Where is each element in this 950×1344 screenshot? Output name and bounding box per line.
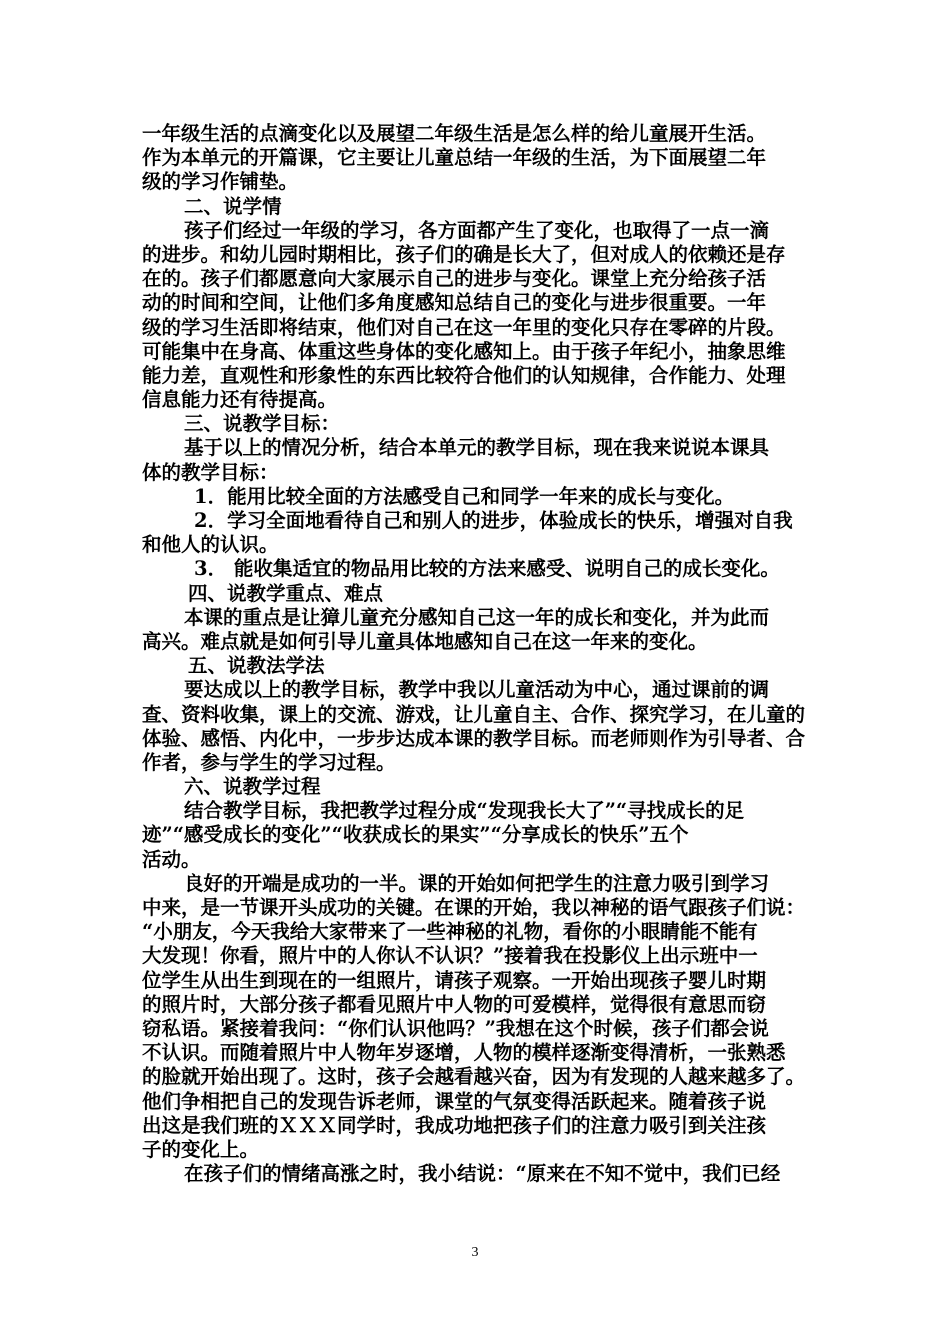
text-line: 子的变化上。 bbox=[142, 1137, 260, 1161]
list-item: 2．学习全面地看待自己和别人的进步，体验成长的快乐，增强对自我 bbox=[194, 509, 793, 532]
text-line: 本课的重点是让獐儿童充分感知自己这一年的成长和变化，并为此而 bbox=[184, 605, 770, 629]
text-line: 查、资料收集，课上的交流、游戏，让儿童自主、合作、探究学习，在儿童的 bbox=[142, 702, 806, 726]
text-line: 动的时间和空间，让他们多角度感知总结自己的变化与进步很重要。一年 bbox=[142, 291, 767, 315]
text-line: 基于以上的情况分析，结合本单元的教学目标，现在我来说说本课具 bbox=[184, 436, 770, 460]
text-line: 迹”“感受成长的变化”“收获成长的果实”“分享成长的快乐”五个 bbox=[142, 823, 689, 847]
section-heading: 二、说学情 bbox=[184, 194, 282, 218]
text-line: 他们争相把自己的发现告诉老师，课堂的气氛变得活跃起来。随着孩子说 bbox=[142, 1089, 767, 1113]
list-item: 3． 能收集适宜的物品用比较的方法来感受、说明自己的成长变化。 bbox=[194, 557, 780, 581]
text-line: 体的教学目标： bbox=[142, 460, 279, 484]
text-line: 出这是我们班的ＸＸＸ同学时，我成功地把孩子们的注意力吸引到关注孩 bbox=[142, 1113, 767, 1137]
text-line: 孩子们经过一年级的学习，各方面都产生了变化，也取得了一点一滴 bbox=[184, 218, 770, 242]
text-line: 一年级生活的点滴变化以及展望二年级生活是怎么样的给儿童展开生活。 bbox=[142, 122, 767, 145]
text-line: 要达成以上的教学目标，教学中我以儿童活动为中心，通过课前的调 bbox=[184, 678, 770, 702]
text-line: 和他人的认识。 bbox=[142, 533, 279, 557]
text-line: 能力差，直观性和形象性的东西比较符合他们的认知规律，合作能力、处理 bbox=[142, 363, 786, 387]
text-line: 结合教学目标，我把教学过程分成“发现我长大了”“寻找成长的足 bbox=[184, 799, 745, 823]
text-line: 体验、感悟、内化中，一步步达成本课的教学目标。而老师则作为引导者、合 bbox=[142, 726, 806, 750]
text-line: 可能集中在身高、体重这些身体的变化感知上。由于孩子年纪小，抽象思维 bbox=[142, 339, 786, 363]
text-line: “小朋友，今天我给大家带来了一些神秘的礼物，看你的小眼睛能不能有 bbox=[142, 920, 758, 944]
text-line: 在的。孩子们都愿意向大家展示自己的进步与变化。课堂上充分给孩子活 bbox=[142, 267, 767, 291]
text-line: 在孩子们的情绪高涨之时，我小结说：“原来在不知不觉中，我们已经 bbox=[184, 1162, 781, 1186]
body-text bbox=[142, 122, 808, 1186]
page-number: 3 bbox=[471, 1245, 479, 1260]
section-heading: 四、说教学重点、难点 bbox=[188, 581, 384, 605]
text-line: 良好的开端是成功的一半。课的开始如何把学生的注意力吸引到学习 bbox=[184, 871, 770, 895]
text-line: 不认识。而随着照片中人物年岁逐增，人物的模样逐渐变得清析，一张熟悉 bbox=[142, 1041, 786, 1065]
text-line: 作者，参与学生的学习过程。 bbox=[142, 750, 396, 774]
text-line: 信息能力还有待提高。 bbox=[142, 388, 338, 412]
list-item: 1．能用比较全面的方法感受自己和同学一年来的成长与变化。 bbox=[194, 484, 735, 508]
text-line: 高兴。难点就是如何引导儿童具体地感知自己在这一年来的变化。 bbox=[142, 629, 708, 653]
text-line: 的照片时，大部分孩子都看见照片中人物的可爱模样，觉得很有意思而窃 bbox=[142, 992, 767, 1016]
text-line: 的进步。和幼儿园时期相比，孩子们的确是长大了，但对成人的依赖还是存 bbox=[142, 242, 786, 266]
text-line: 级的学习作铺垫。 bbox=[142, 170, 299, 194]
section-heading: 三、说教学目标： bbox=[184, 412, 341, 436]
text-line: 中来，是一节课开头成功的关键。在课的开始，我以神秘的语气跟孩子们说： bbox=[142, 896, 806, 919]
section-heading: 五、说教法学法 bbox=[188, 654, 325, 678]
text-line: 位学生从出生到现在的一组照片，请孩子观察。一开始出现孩子婴儿时期 bbox=[142, 968, 767, 992]
text-line: 的脸就开始出现了。这时，孩子会越看越兴奋，因为有发现的人越来越多了。 bbox=[142, 1065, 806, 1089]
text-line: 作为本单元的开篇课，它主要让儿童总结一年级的生活，为下面展望二年 bbox=[142, 146, 767, 170]
text-line: 大发现！你看，照片中的人你认不认识？”接着我在投影仪上出示班中一 bbox=[142, 944, 758, 968]
section-heading: 六、说教学过程 bbox=[184, 775, 321, 799]
text-line: 级的学习生活即将结束，他们对自己在这一年里的变化只存在零碎的片段。 bbox=[142, 315, 786, 339]
text-line: 活动。 bbox=[142, 847, 201, 871]
text-line: 窃私语。紧接着我问：“你们认识他吗？”我想在这个时候，孩子们都会说 bbox=[142, 1016, 769, 1040]
